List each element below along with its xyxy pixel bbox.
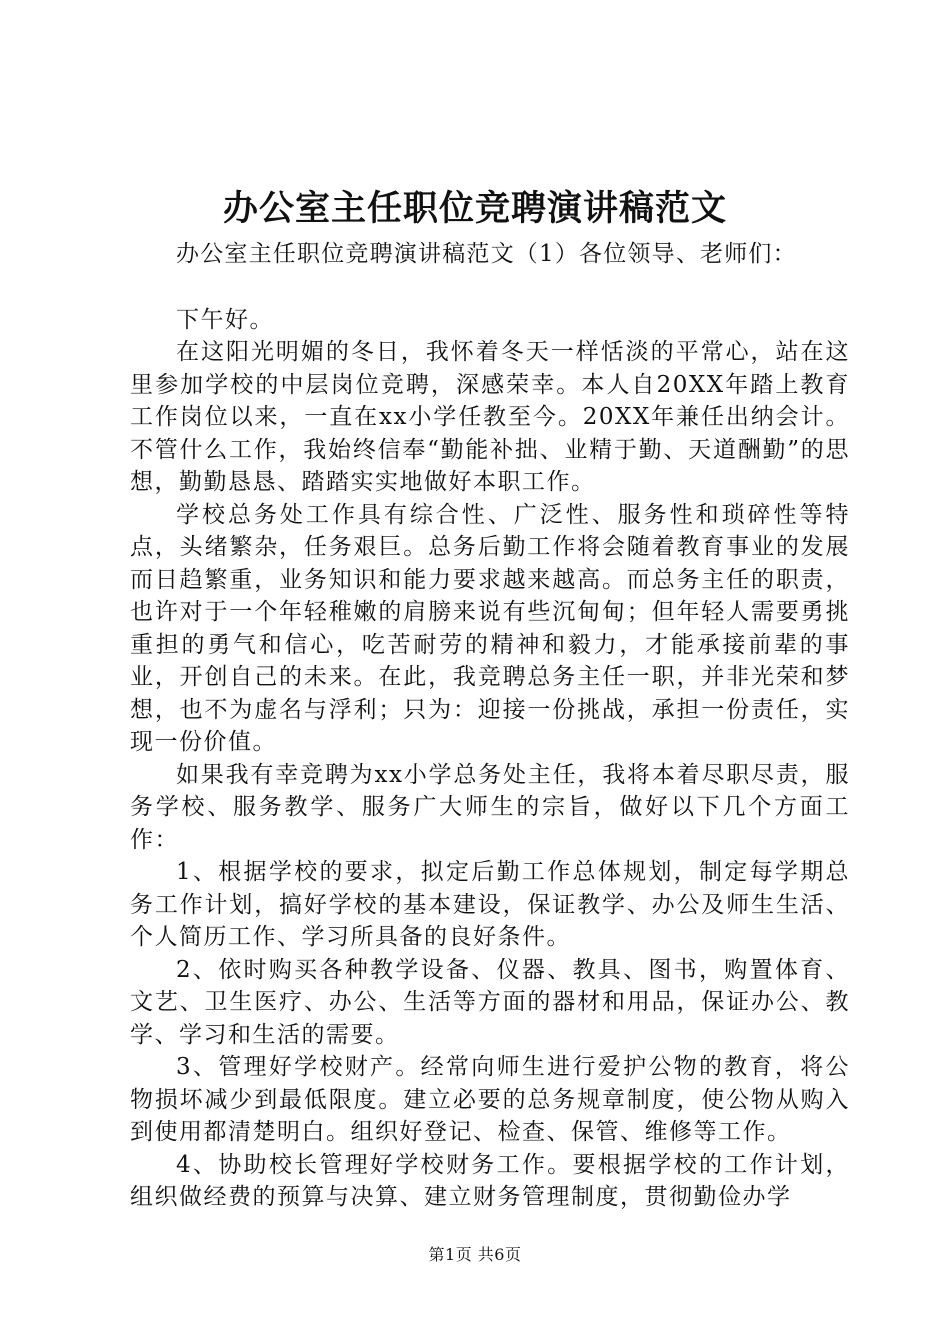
document-title: 办公室主任职位竞聘演讲稿范文 bbox=[222, 188, 727, 229]
document-body bbox=[130, 238, 850, 1214]
paragraph-pledge: 如果我有幸竞聘为xx小学总务处主任，我将本着尽职尽责，服务学校、服务教学、服务广大师生的宗旨，做好以下几个方面工作： bbox=[130, 761, 850, 853]
list-item: 1、根据学校的要求，拟定后勤工作总体规划，制定每学期总务工作计划，搞好学校的基本建设，保证教学、办公及师生生活、个人简历工作、学习所具备的良好条件。 bbox=[130, 859, 850, 950]
document-subtitle: 办公室主任职位竞聘演讲稿范文（1）各位领导、老师们： bbox=[176, 241, 797, 267]
paragraph-intro: 在这阳光明媚的冬日，我怀着冬天一样恬淡的平常心，站在这里参加学校的中层岗位竞聘，深感荣幸。本人自20XX年踏上教育工作岗位以来，一直在xx小学任教至今。20XX年兼任出纳会计。不管什么工作，我始终信奉“勤能补拙、业精于勤、天道酬勤”的思想，勤勤恳恳、踏踏实实地做好本职工作。 bbox=[130, 339, 850, 495]
paragraph-greeting: 下午好。 bbox=[176, 306, 274, 333]
list-item: 3、管理好学校财产。经常向师生进行爱护公物的教育，将公物损坏减少到最低限度。建立必要的总务规章制度，使公物从购入到使用都清楚明白。组织好登记、检查、保管、维修等工作。 bbox=[130, 1054, 850, 1145]
list-item: 2、依时购买各种教学设备、仪器、教具、图书，购置体育、文艺、卫生医疗、办公、生活等方面的器材和用品，保证办公、教学、学习和生活的需要。 bbox=[130, 956, 850, 1048]
page-footer: 第1页 共6页 bbox=[428, 1245, 522, 1264]
paragraph-duties: 学校总务处工作具有综合性、广泛性、服务性和琐碎性等特点，头绪繁杂，任务艰巨。总务后勤工作将会随着教育事业的发展而日趋繁重，业务知识和能力要求越来越高。而总务主任的职责，也许对于一个年轻稚嫩的肩膀来说有些沉甸甸；但年轻人需要勇挑重担的勇气和信心，吃苦耐劳的精神和毅力，才能承接前辈的事业，开创自己的未来。在此，我竞聘总务主任一职，并非光荣和梦想，也不为虚名与浮利；只为：迎接一份挑战，承担一份责任，实现一份价值。 bbox=[130, 501, 850, 755]
list-item: 4、协助校长管理好学校财务工作。要根据学校的工作计划，组织做经费的预算与决算、建立财务管理制度，贯彻勤俭办学 bbox=[130, 1151, 850, 1210]
